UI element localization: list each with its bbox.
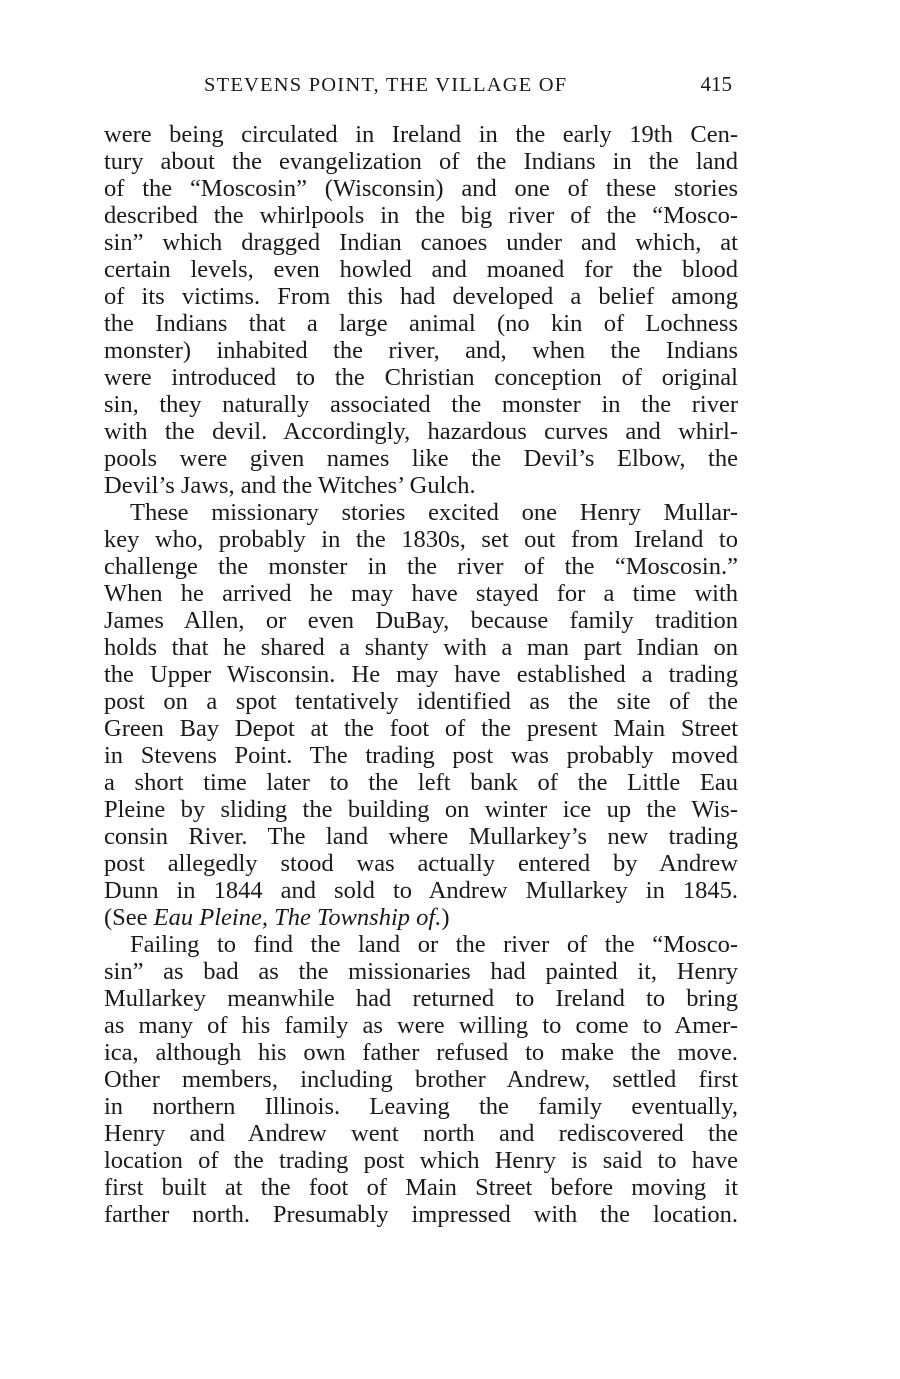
text-line: the Indians that a large animal (no kin of Lochness xyxy=(104,310,738,337)
running-head xyxy=(204,74,732,104)
text-line: consin River. The land where Mullarkey’s new trading xyxy=(104,823,738,850)
text-line: Devil’s Jaws, and the Witches’ Gulch. xyxy=(104,472,476,499)
paragraph-3 xyxy=(104,931,738,1228)
cross-reference-title: Eau Pleine, The Township of. xyxy=(153,904,442,931)
text-line: Pleine by sliding the building on winter ice up the Wis- xyxy=(104,796,738,823)
text-line: James Allen, or even DuBay, because family tradition xyxy=(104,607,738,634)
text-line: in northern Illinois. Leaving the family eventually, xyxy=(104,1093,738,1120)
text-line: of its victims. From this had developed a belief among xyxy=(104,283,738,310)
text-line: Other members, including brother Andrew, settled first xyxy=(104,1066,738,1093)
text-line: first built at the foot of Main Street before moving it xyxy=(104,1174,738,1201)
text-line: When he arrived he may have stayed for a time with xyxy=(104,580,738,607)
text-line: pools were given names like the Devil’s Elbow, the xyxy=(104,445,738,472)
text-line: tury about the evangelization of the Indians in the land xyxy=(104,148,738,175)
text-line: Failing to find the land or the river of the “Mosco- xyxy=(130,931,738,958)
text-line: were being circulated in Ireland in the early 19th Cen- xyxy=(104,121,738,148)
text-line: farther north. Presumably impressed with the location. xyxy=(104,1201,738,1228)
text-line: described the whirlpools in the big river of the “Mosco- xyxy=(104,202,738,229)
cross-reference-prefix: (See xyxy=(104,904,154,931)
text-line: location of the trading post which Henry is said to have xyxy=(104,1147,738,1174)
text-line: These missionary stories excited one Henry Mullar- xyxy=(130,499,738,526)
text-line: of the “Moscosin” (Wisconsin) and one of these stories xyxy=(104,175,738,202)
page-number: 415 xyxy=(700,72,732,96)
text-line: ica, although his own father refused to make the move. xyxy=(104,1039,738,1066)
text-line: post on a spot tentatively identified as the site of the xyxy=(104,688,738,715)
text-line: the Upper Wisconsin. He may have established a trading xyxy=(104,661,738,688)
text-line: in Stevens Point. The trading post was probably moved xyxy=(104,742,738,769)
text-line: key who, probably in the 1830s, set out from Ireland to xyxy=(104,526,738,553)
running-title: STEVENS POINT, THE VILLAGE OF xyxy=(204,74,568,96)
text-line: post allegedly stood was actually entered by Andrew xyxy=(104,850,738,877)
text-line: as many of his family as were willing to come to Amer- xyxy=(104,1012,738,1039)
text-line: a short time later to the left bank of the Little Eau xyxy=(104,769,738,796)
paragraph-2 xyxy=(104,499,738,931)
text-line: Henry and Andrew went north and rediscovered the xyxy=(104,1120,738,1147)
text-line: sin” which dragged Indian canoes under and which, at xyxy=(104,229,738,256)
text-line: Green Bay Depot at the foot of the present Main Street xyxy=(104,715,738,742)
paragraph-1 xyxy=(104,121,738,499)
text-line: with the devil. Accordingly, hazardous curves and whirl- xyxy=(104,418,738,445)
text-line: Dunn in 1844 and sold to Andrew Mullarkey in 1845. xyxy=(104,877,738,904)
text-line: certain levels, even howled and moaned for the blood xyxy=(104,256,738,283)
text-line: sin” as bad as the missionaries had painted it, Henry xyxy=(104,958,738,985)
cross-reference xyxy=(104,904,738,931)
text-line: holds that he shared a shanty with a man part Indian on xyxy=(104,634,738,661)
text-line: Mullarkey meanwhile had returned to Ireland to bring xyxy=(104,985,738,1012)
cross-reference-suffix: ) xyxy=(441,904,450,931)
text-line: challenge the monster in the river of the “Moscosin.” xyxy=(104,553,738,580)
text-line: were introduced to the Christian conception of original xyxy=(104,364,738,391)
text-line: monster) inhabited the river, and, when the Indians xyxy=(104,337,738,364)
text-line: sin, they naturally associated the monster in the river xyxy=(104,391,738,418)
body-text xyxy=(104,121,738,1228)
